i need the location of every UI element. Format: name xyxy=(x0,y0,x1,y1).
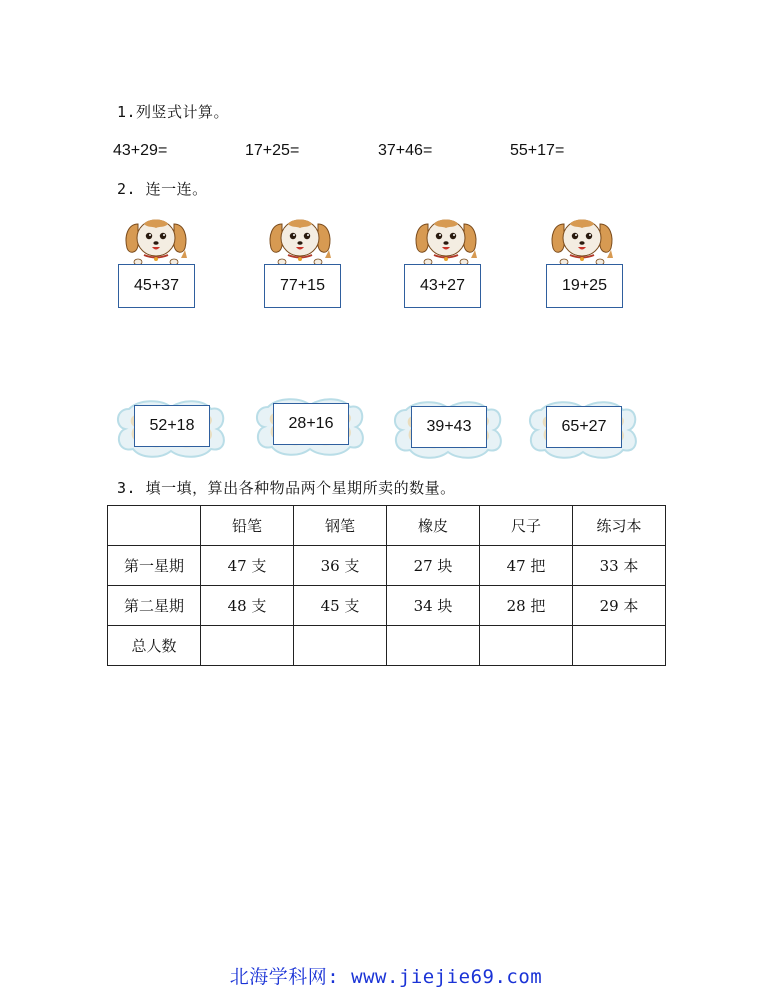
match-bottom-label: 52+18 xyxy=(149,417,195,434)
match-top-card[interactable] xyxy=(546,264,623,308)
answer-cell[interactable] xyxy=(201,626,294,666)
table-cell: 36 支 xyxy=(294,546,387,586)
puppy-icon xyxy=(414,214,478,266)
answer-cell[interactable] xyxy=(480,626,573,666)
q1-item: 37+46= xyxy=(378,142,433,159)
q1-item: 17+25= xyxy=(245,142,300,159)
answer-cell[interactable] xyxy=(573,626,666,666)
puppy-icon xyxy=(124,214,188,266)
table-header-cell: 橡皮 xyxy=(387,506,480,546)
match-top-label: 45+37 xyxy=(134,277,179,294)
footer-watermark: 北海学科网: www.jiejie69.com xyxy=(229,966,543,988)
q2-heading: 2. 连一连。 xyxy=(117,180,208,198)
match-bottom-label: 28+16 xyxy=(288,415,334,432)
match-bottom-label: 39+43 xyxy=(426,418,472,435)
q3-heading: 3. 填一填，算出各种物品两个星期所卖的数量。 xyxy=(117,479,456,497)
row-label-cell: 第一星期 xyxy=(108,546,201,586)
q1-item: 55+17= xyxy=(510,142,565,159)
match-top-card[interactable] xyxy=(118,264,195,308)
row-label-cell: 总人数 xyxy=(108,626,201,666)
table-header-cell: 铅笔 xyxy=(201,506,294,546)
table-cell: 33 本 xyxy=(573,546,666,586)
answer-cell[interactable] xyxy=(387,626,480,666)
match-top-label: 77+15 xyxy=(280,277,325,294)
q1-item: 43+29= xyxy=(113,142,168,159)
match-top-card[interactable] xyxy=(404,264,481,308)
table-header-row xyxy=(108,506,666,546)
table-header-cell xyxy=(108,506,201,546)
puppy-icon xyxy=(550,214,614,266)
sales-table xyxy=(107,505,666,666)
match-bottom-card[interactable] xyxy=(411,406,487,448)
q1-heading: 1.列竖式计算。 xyxy=(117,103,230,121)
table-header-cell: 钢笔 xyxy=(294,506,387,546)
table-header-cell: 练习本 xyxy=(573,506,666,546)
table-row xyxy=(108,586,666,626)
match-bottom-card[interactable] xyxy=(134,405,210,447)
table-row xyxy=(108,546,666,586)
match-bottom-label: 65+27 xyxy=(561,418,607,435)
table-header-cell: 尺子 xyxy=(480,506,573,546)
table-cell: 29 本 xyxy=(573,586,666,626)
table-cell: 47 把 xyxy=(480,546,573,586)
match-bottom-card[interactable] xyxy=(273,403,349,445)
match-top-card[interactable] xyxy=(264,264,341,308)
match-top-label: 19+25 xyxy=(562,277,607,294)
match-bottom-card[interactable] xyxy=(546,406,622,448)
table-cell: 34 块 xyxy=(387,586,480,626)
table-cell: 45 支 xyxy=(294,586,387,626)
table-cell: 47 支 xyxy=(201,546,294,586)
table-cell: 28 把 xyxy=(480,586,573,626)
table-cell: 48 支 xyxy=(201,586,294,626)
table-cell: 27 块 xyxy=(387,546,480,586)
row-label-cell: 第二星期 xyxy=(108,586,201,626)
puppy-icon xyxy=(268,214,332,266)
match-top-label: 43+27 xyxy=(420,277,465,294)
answer-cell[interactable] xyxy=(294,626,387,666)
table-row xyxy=(108,626,666,666)
